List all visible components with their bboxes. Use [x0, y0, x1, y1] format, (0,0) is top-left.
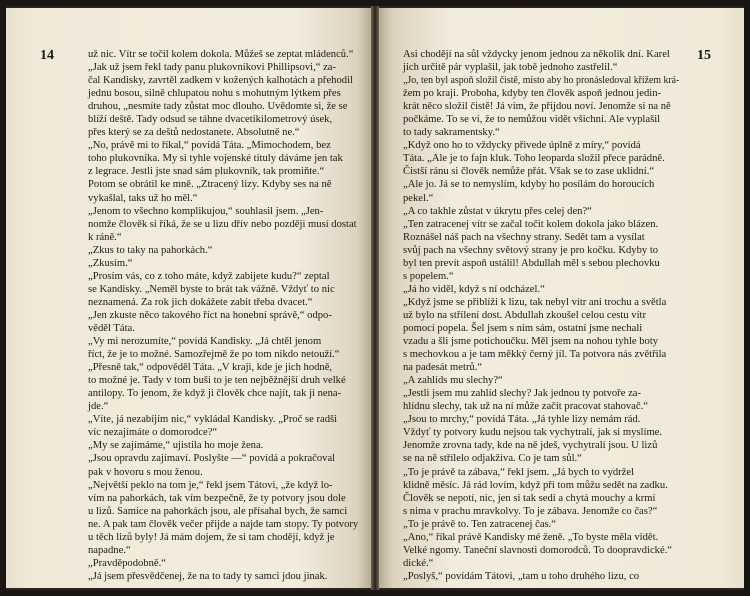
- text-line: „Já jsem přesvědčenej, že na to tady ty samci jdou jinak.: [88, 570, 328, 582]
- text-line: Velké ngomy. Taneční slavnosti domorodců. To doopravdické.“: [403, 544, 672, 556]
- text-line: pak v hovoru s mou ženou.: [88, 466, 203, 478]
- text-line: „Zkus to taky na pahorkách.“: [88, 244, 213, 256]
- text-line: „Vy mi nerozumíte,“ povídá Kandisky. „Já chtěl jenom: [88, 336, 322, 348]
- text-line: Člověk se nepotí, nic, jen si tak sedí a chytá mouchy a krmí: [403, 492, 656, 504]
- text-line: dické.“: [403, 557, 434, 569]
- text-line: „Pravděpodobně.“: [88, 557, 166, 569]
- text-line: „Já ho viděl, když s ní odcházel.“: [403, 283, 545, 295]
- text-line: se Kandisky. „Neměl byste to brát tak vážně. Vždyť to nic: [88, 283, 335, 295]
- text-line: toho plukovníka. My si tyhle vojenské tituly dáváme jen tak: [88, 153, 343, 165]
- page-number: 15: [697, 48, 711, 63]
- text-line: „Jestli jsem mu zahlíd slechy? Jak jednou ty potvoře za-: [403, 388, 641, 400]
- text-line: „A co takhle zůstat v úkrytu přes celej den?“: [403, 205, 592, 217]
- text-line: to možné je. Tady v tom buši to je ten nejběžnější druh velké: [88, 375, 346, 387]
- text-line: se na ně střílelo odjakživa. Co je tam sůl.“: [403, 453, 582, 465]
- text-line: „Zkusím.“: [88, 257, 133, 269]
- text-line: „Víte, já nezabíjím nic,“ vykládal Kandisky. „Proč se radši: [88, 414, 338, 426]
- text-line: „Jak už jsem řekl tady panu plukovníkovi Phillipsovi,“ za-: [88, 62, 337, 74]
- text-line: „A zahlíds mu slechy?“: [403, 375, 503, 387]
- text-line: jednu bosou, silně chlupatou nohu s mohutným lýtkem přes: [88, 88, 341, 100]
- text-line: Potom se obrátil ke mně. „Ztracený lizy. Kdyby ses na ně: [88, 179, 332, 191]
- body-text: [403, 48, 679, 583]
- text-line: „Prosím vás, co z toho máte, když zabijete kudu?“ zeptal: [88, 270, 330, 282]
- book-gutter: [371, 6, 379, 590]
- text-line: „Ale jo. Já se to nemyslím, kdyby ho posílám do horoucích: [403, 179, 655, 191]
- body-text: [88, 48, 368, 583]
- text-line: pekel.“: [403, 192, 434, 204]
- text-line: „To je právě to. Ten zatracenej čas.“: [403, 518, 557, 530]
- text-line: jich určitě pár vyplašil, jak tobě jednoho zastřelil.“: [403, 62, 618, 74]
- open-book: [6, 6, 744, 590]
- text-line: Táta. „Ale je to fajn kluk. Toho leoparda složil přece parádně.: [403, 153, 665, 165]
- text-line: víc nezajímáte o domorodce?“: [88, 427, 218, 439]
- text-line: napadne.“: [88, 544, 131, 556]
- text-line: přes který se za deštů nedostanete. Absolutně ne.“: [88, 127, 300, 139]
- right-page: [379, 8, 744, 588]
- text-line: čal Kandisky, zavrtěl zadkem v kožených kalhotách a přehodil: [88, 75, 353, 87]
- text-line: blíží deště. Tady odsud se táhne dvacetikilometrový úsek,: [88, 114, 333, 126]
- text-line: vím na pahorkách, tak vím bezpečně, že ty potvory jsou dole: [88, 492, 346, 504]
- text-line: „Ten zatracenej vítr se začal točit kolem dokola jako blázen.: [403, 218, 659, 230]
- text-line: nomže člověk si říká, že se u lizu dřív nebo později musí dostat: [88, 218, 357, 230]
- page-number: 14: [40, 48, 54, 63]
- text-line: už bylo na střílení dost. Abdullah zkoušel celou cestu vítr: [403, 309, 647, 321]
- text-line: „Jo, ten byl aspoň složil čistě, místo aby ho pronásledoval křížem krá-: [403, 75, 680, 87]
- text-line: už nic. Vítr se točil kolem dokola. Můžeš se zeptat mládenců.“: [88, 49, 354, 60]
- text-line: „Jsou to mrchy,“ povídá Táta. „Já tyhle lizy nemám rád.: [403, 414, 641, 426]
- text-line: žem po kraji. Proboha, kdyby ten člověk aspoň jednou jedin-: [403, 88, 662, 100]
- text-line: „To je právě ta zábava,“ řekl jsem. „Já bych to vydržel: [403, 466, 635, 478]
- text-line: byl ten prevít aspoň ustálil! Abdullah měl s sebou plechovku: [403, 257, 660, 269]
- text-line: krát něco složil čistě! Já vím, že přijdou noví. Jenomže si na ně: [403, 101, 671, 113]
- text-line: to tady sakramentsky.“: [403, 127, 500, 139]
- text-line: „Poslyš,“ povídám Tátovi, „tam u toho druhého lizu, co: [403, 570, 640, 582]
- text-line: klidně měsíc. Já rád lovím, když při tom můžu sedět na zadku.: [403, 479, 668, 491]
- text-line: Čistší ránu si člověk nemůže přát. Však se to zase uklidní.“: [403, 166, 655, 178]
- text-line: vzadu a šli jsme potichoučku. Měl jsem na nohou tyhle boty: [403, 336, 659, 348]
- text-line: „Jsou opravdu zajímaví. Poslyšte —“ povídá a pokračoval: [88, 453, 336, 465]
- text-line: Vždyť ty potvory kudu nejsou tak vychytralí, jak si myslíme.: [403, 427, 663, 439]
- text-line: neznamená. Za rok jich dokážete zabít třeba dvacet.“: [88, 296, 313, 308]
- text-line: ne. A pak tam člověk večer přijde a najde tam stopy. Ty potvory: [88, 518, 359, 530]
- text-line: s nima v prachu mravkolvy. To je zábava. Jenomže co čas?“: [403, 505, 658, 517]
- text-line: Asi chodějí na sůl vždycky jenom jednou za několik dní. Karel: [403, 49, 670, 60]
- text-line: s mechovkou a je tam měkký černý jíl. Ta potvora nás zvětřila: [403, 349, 667, 361]
- text-line: Jenomže zrovna tady, kde na ně jdeš, vychytralí jsou. U lizů: [403, 440, 658, 452]
- text-line: „Jenom to všechno komplikujou,“ souhlasil jsem. „Jen-: [88, 205, 324, 217]
- text-line: „My se zajímáme,“ ujistila ho moje žena.: [88, 440, 264, 452]
- text-line: u těch lizů byly! Já mám dojem, že si tam chodějí, když je: [88, 531, 335, 543]
- text-line: na padesát metrů.“: [403, 362, 483, 374]
- text-line: druhou, „nesmíte tady zůstat moc dlouho. Uvědomte si, že se: [88, 101, 348, 113]
- text-line: „Jen zkuste něco takového říct na honební správě,“ odpo-: [88, 309, 332, 321]
- text-line: „Přesně tak,“ odpověděl Táta. „V kraji, kde je jich hodně,: [88, 362, 333, 374]
- text-line: „Když jsme se přiblíži k lizu, tak nebyl vítr ani trochu a světla: [403, 296, 667, 308]
- text-line: svůj pach na všechny světový strany je pro kočku. Kdyby to: [403, 244, 659, 256]
- left-page: [6, 8, 371, 588]
- text-line: s popelem.“: [403, 270, 454, 282]
- text-line: věděl Táta.: [88, 322, 135, 334]
- text-line: antilopy. To jenom, že když ji člověk chce najít, tak ji nena-: [88, 388, 342, 400]
- text-line: „Ano,“ říkal právě Kandisky mé ženě. „To byste měla vidět.: [403, 531, 659, 543]
- text-line: „Když ono ho to vždycky přivede úplně z míry,“ povídá: [403, 140, 641, 152]
- text-line: u lizů. Samice na pahorkách jsou, ale přísahal bych, že samci: [88, 505, 348, 517]
- text-line: pomocí popela. Šel jsem s ním sám, ostatní jsme nechali: [403, 322, 643, 334]
- text-line: Roznášel náš pach na všechny strany. Sedět tam a vysílat: [403, 231, 645, 243]
- text-line: „Největší peklo na tom je,“ řekl jsem Tátovi, „že když lo-: [88, 479, 333, 491]
- text-line: hlídnu slechy, tak už na ní může začít pracovat stahovač.“: [403, 401, 648, 413]
- text-line: „No, právě mi to říkal,“ povídá Táta. „Mimochodem, bez: [88, 140, 331, 152]
- text-line: k ráně.“: [88, 231, 122, 243]
- text-line: počkáme. To se ví, že to nemůžou vidět všichni. Ale vyplašil: [403, 114, 661, 126]
- text-line: jde.“: [88, 401, 109, 413]
- text-line: říct, že je to možné. Samozřejmě že po tom nikdo netouží.“: [88, 349, 340, 361]
- text-line: z legrace. Jestli jste snad sám plukovník, tak promiňte.“: [88, 166, 325, 178]
- text-line: vykašlal, taks už ho měl.“: [88, 192, 198, 204]
